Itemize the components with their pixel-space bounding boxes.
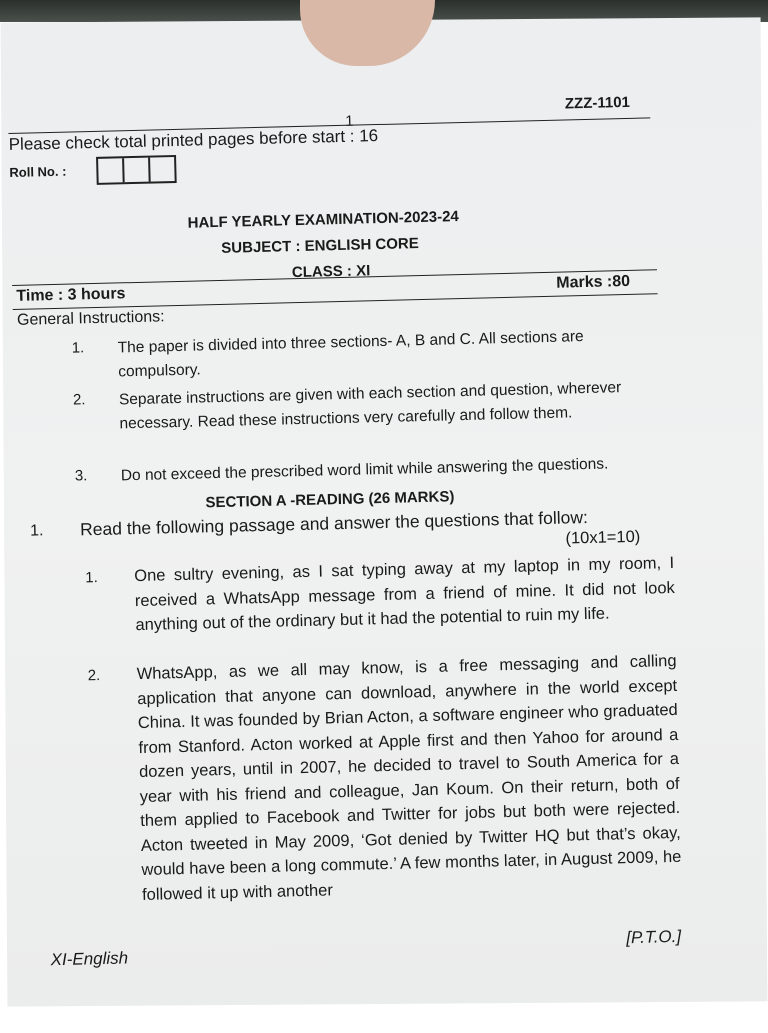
passage-paragraph: One sultry evening, as I sat typing away at my laptop in my room, I received a WhatsApp message from a friend of mine. It did not look anything out of the ordinary but it had the potential to ruin my life. [134, 553, 675, 635]
passage-paragraph: WhatsApp, as we all may know, is a free messaging and calling application that anyone can download, anywhere in the world except China. It was founded by Brian Acton, a software engineer who graduated from Stanford. Acton worked at Apple first and then Yahoo for around a dozen years, until in 2007, he decided to travel to South America for a year with his friend and colleague, Jan Koum. On their return, both of them applied to Facebook and Twitter for jobs but both were rejected. Acton tweeted in May 2009, ‘Got denied by Twitter HQ but that’s okay, would have been a long commute.’ A few months later, in August 2009, he followed it up with another [136, 651, 682, 904]
paragraph-number: 2. [87, 666, 101, 685]
footer-subject: XI-English [50, 948, 129, 970]
subject-title: SUBJECT : ENGLISH CORE [221, 235, 419, 257]
instruction-number: 1. [71, 339, 85, 357]
exam-title: HALF YEARLY EXAMINATION-2023-24 [187, 208, 460, 232]
section-heading: SECTION A -READING (26 MARKS) [205, 488, 455, 512]
instructions-heading: General Instructions: [16, 308, 165, 329]
instruction-number: 2. [72, 391, 86, 409]
instruction-text: Separate instructions are given with each section and question, wherever necessary. Read these instructions very carefully and follow them. [118, 379, 622, 433]
marks-label: Marks :80 [556, 272, 631, 292]
time-label: Time : 3 hours [16, 285, 126, 305]
question-text: Read the following passage and answer the questions that follow: [79, 507, 589, 540]
roll-label: Roll No. : [9, 163, 67, 181]
instruction-number: 3. [74, 467, 88, 485]
question-marks: (10x1=10) [565, 527, 641, 548]
footer-pto: [P.T.O.] [626, 926, 682, 948]
class-title: CLASS : XI [291, 262, 371, 282]
instruction-text: The paper is divided into three sections- A, B and C. All sections are compulsory. [117, 328, 584, 381]
question-number: 1. [29, 522, 44, 540]
page-number: 1 [345, 112, 354, 130]
check-pages-note: Please check total printed pages before start : 16 [8, 126, 379, 155]
paper-code: ZZZ-1101 [564, 93, 631, 113]
instruction-text: Do not exceed the prescribed word limit while answering the questions. [120, 455, 609, 485]
paragraph-number: 1. [85, 569, 99, 587]
roll-number-boxes[interactable] [96, 155, 177, 185]
